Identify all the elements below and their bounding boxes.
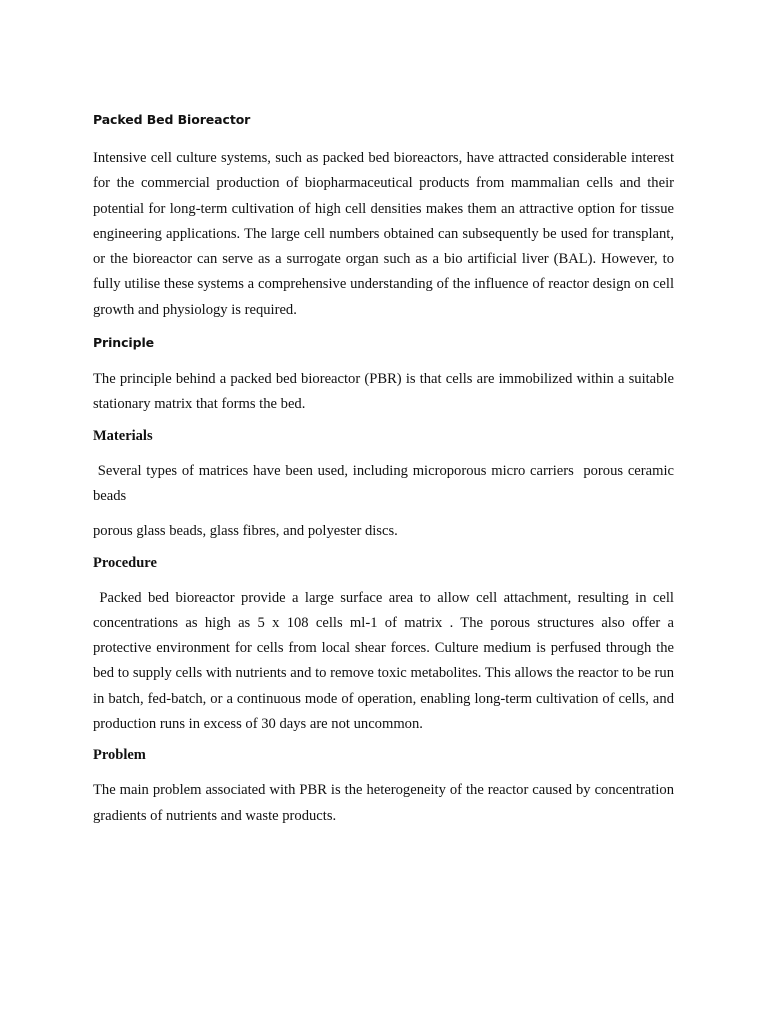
materials-paragraph-1: Several types of matrices have been used, including microporous micro carriers porous ceramic beads — [93, 462, 678, 504]
materials-paragraph-2: porous glass beads, glass fibres, and polyester discs. — [93, 523, 398, 540]
procedure-paragraph: Packed bed bioreactor provide a large surface area to allow cell attachment, resulting in cell concentrations as high as 5 x 108 cells ml-1 of matrix . The porous structures also offer a protective environment for cells from local shear forces. Culture medium is perfused through the bed to supply cells with nutrients and to remove toxic metabolites. This allows the reactor to be run in batch, fed-batch, or a continuous mode of operation, enabling long-term cultivation of cells, and production runs in excess of 30 days are not uncommon. — [93, 589, 678, 733]
problem-paragraph: The main problem associated with PBR is the heterogeneity of the reactor caused by concentration gradients of nutrients and waste products. — [93, 782, 674, 824]
document-page — [93, 112, 678, 829]
document-title: Packed Bed Bioreactor — [93, 112, 251, 127]
materials-heading: Materials — [93, 427, 153, 444]
procedure-heading: Procedure — [93, 554, 157, 571]
problem-heading: Problem — [93, 747, 146, 764]
intro-paragraph: Intensive cell culture systems, such as packed bed bioreactors, have attracted considerable interest for the commercial production of biopharmaceutical products from mammalian cells and their potential for long-term cultivation of high cell densities makes them an attractive option for tissue engineering applications. The large cell numbers obtained can subsequently be used for transplant, or the bioreactor can serve as a surrogate organ such as a bio artificial liver (BAL). However, to fully utilise these systems a comprehensive understanding of the influence of reactor design on cell growth and physiology is required. — [93, 150, 674, 318]
principle-heading: Principle — [93, 335, 155, 351]
principle-paragraph: The principle behind a packed bed bioreactor (PBR) is that cells are immobilized within a suitable stationary matrix that forms the bed. — [93, 371, 674, 413]
